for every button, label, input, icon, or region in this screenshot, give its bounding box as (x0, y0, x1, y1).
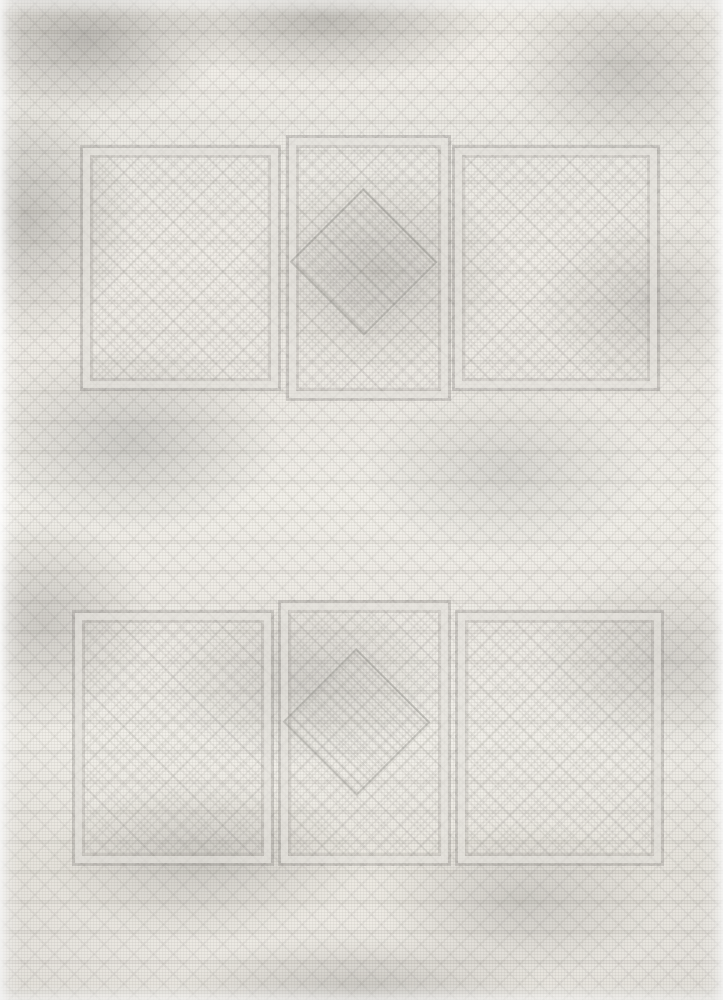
lower-left-panel (72, 610, 273, 866)
upper-left-panel (80, 145, 281, 391)
upper-right-panel (452, 145, 660, 391)
lower-right-panel (455, 610, 663, 866)
